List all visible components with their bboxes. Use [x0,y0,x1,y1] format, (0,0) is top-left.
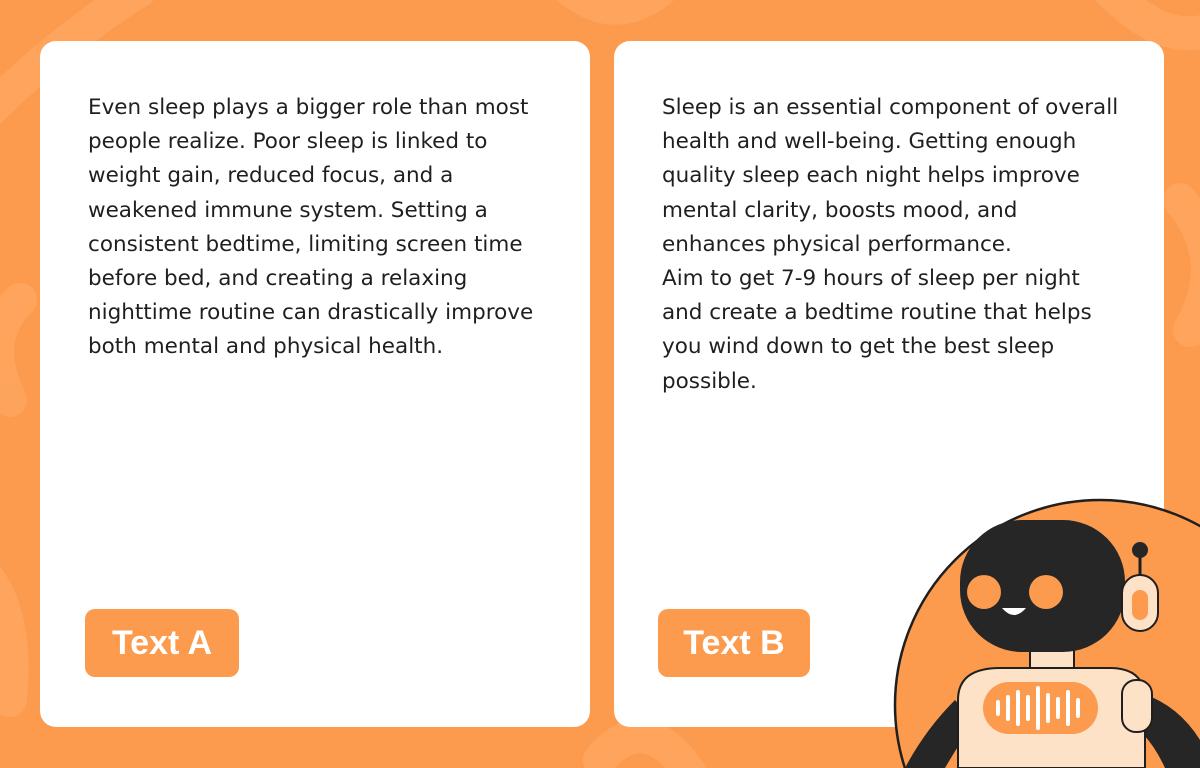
text-a-body: Even sleep plays a bigger role than most people realize. Poor sleep is linked to weight gain, reduced focus, and a weakened immune system. Setting a consistent bedtime, limiting screen time before bed, and creating a relaxing nighttime routine can drastically improve both mental and physical health. [88,95,534,360]
voice-wave-icon [983,682,1098,734]
text-a-card [40,41,590,727]
robot-illustration [890,495,1200,768]
text-a-label: Text A [85,609,239,677]
text-b-label: Text B [658,609,810,677]
text-b-body: Sleep is an essential component of overall health and well-being. Getting enough quality sleep each night helps improve mental clarity, boosts mood, and enhances physical performance. Aim to get 7-9 hours of sleep per night and create a bedtime routine that helps you wind down to get the best sleep possible. [662,95,1119,394]
